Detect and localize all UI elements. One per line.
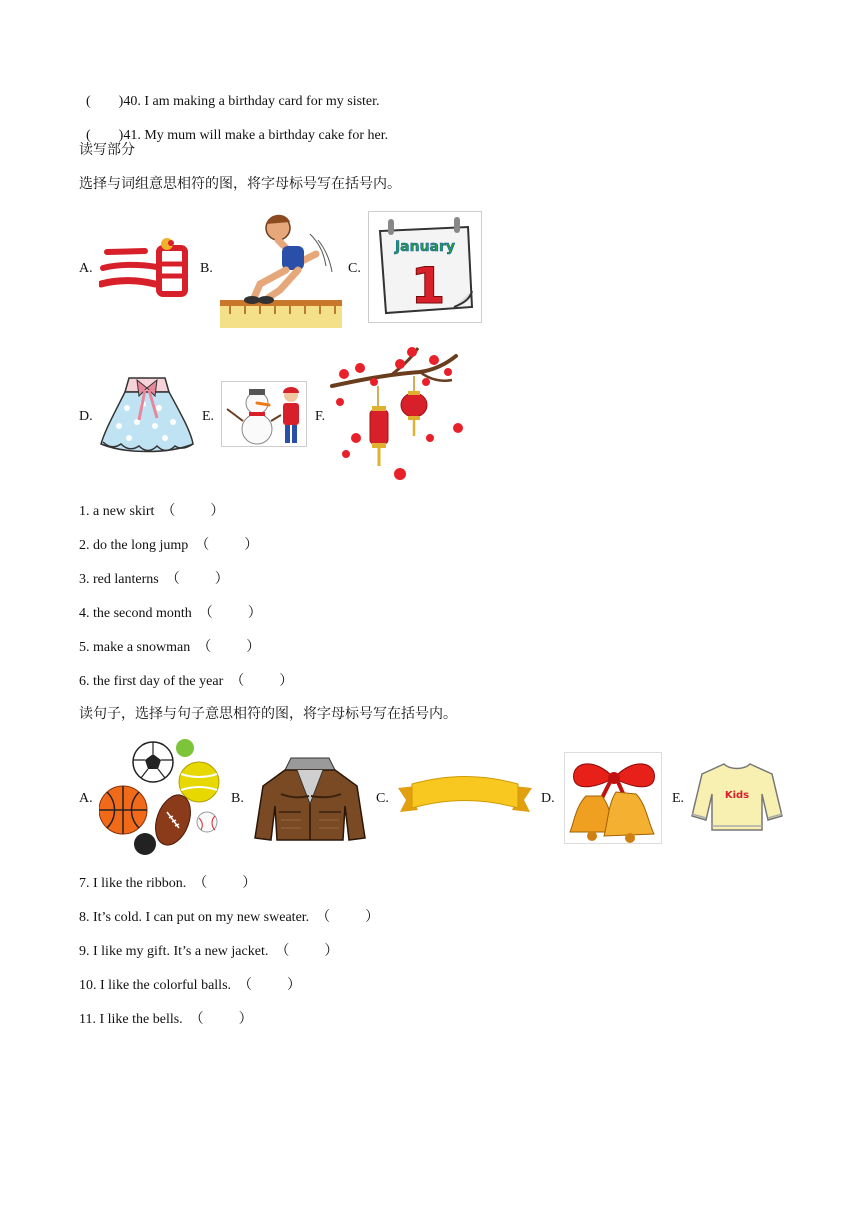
question-40 — [79, 75, 380, 111]
sweater-picture — [690, 760, 784, 836]
part1-item-1: 1. a new skirt （ ） — [79, 504, 225, 519]
calendar-day-text: 1 — [410, 257, 446, 315]
part2-item-10: 10. I like the colorful balls. （ ） — [79, 978, 302, 993]
option-label-b: B. — [200, 261, 213, 276]
option-label-d: D. — [541, 791, 555, 806]
snowman-picture — [221, 381, 307, 447]
colorful-balls-picture — [99, 738, 225, 858]
bells-picture — [564, 752, 662, 844]
skirt-picture — [99, 374, 195, 456]
sweater-text: Kids — [724, 790, 750, 801]
option-label-f: F. — [315, 409, 326, 424]
question-text: 40. I am making a birthday card for my sister. — [123, 94, 380, 109]
option-label-c: C. — [376, 791, 389, 806]
part1-item-3: 3. red lanterns （ ） — [79, 572, 229, 587]
part2-instruction: 读句子，选择与句子意思相符的图，将字母标号写在括号内。 — [79, 707, 457, 722]
option-label-a: A. — [79, 261, 93, 276]
option-label-c: C. — [348, 261, 361, 276]
part2-item-8: 8. It’s cold. I can put on my new sweater. （ ） — [79, 910, 380, 925]
part1-item-4: 4. the second month （ ） — [79, 606, 262, 621]
answer-bracket: ( ) — [86, 128, 124, 143]
option-label-b: B. — [231, 791, 244, 806]
new-year-calendar-picture — [368, 211, 482, 323]
red-lanterns-picture — [330, 342, 466, 484]
part1-item-5: 5. make a snowman （ ） — [79, 640, 261, 655]
ribbon-picture — [398, 776, 532, 820]
option-label-a: A. — [79, 791, 93, 806]
question-41 — [79, 109, 388, 145]
answer-bracket: ( ) — [86, 94, 124, 109]
part2-item-9: 9. I like my gift. It’s a new jacket. （ ） — [79, 944, 339, 959]
long-jump-picture — [220, 210, 342, 328]
part1-instruction: 选择与词组意思相符的图，将字母标号写在括号内。 — [79, 177, 401, 192]
part2-item-7: 7. I like the ribbon. （ ） — [79, 876, 257, 891]
option-label-e: E. — [672, 791, 685, 806]
section-title: 读写部分 — [79, 143, 135, 158]
option-label-e: E. — [202, 409, 215, 424]
calendar-month-text: January — [394, 239, 456, 255]
jacket-picture — [251, 750, 369, 844]
second-month-picture — [99, 234, 191, 300]
option-label-d: D. — [79, 409, 93, 424]
part1-item-6: 6. the first day of the year （ ） — [79, 674, 294, 689]
question-text: 41. My mum will make a birthday cake for her. — [123, 128, 389, 143]
part1-item-2: 2. do the long jump （ ） — [79, 538, 259, 553]
part2-item-11: 11. I like the bells. （ ） — [79, 1012, 253, 1027]
